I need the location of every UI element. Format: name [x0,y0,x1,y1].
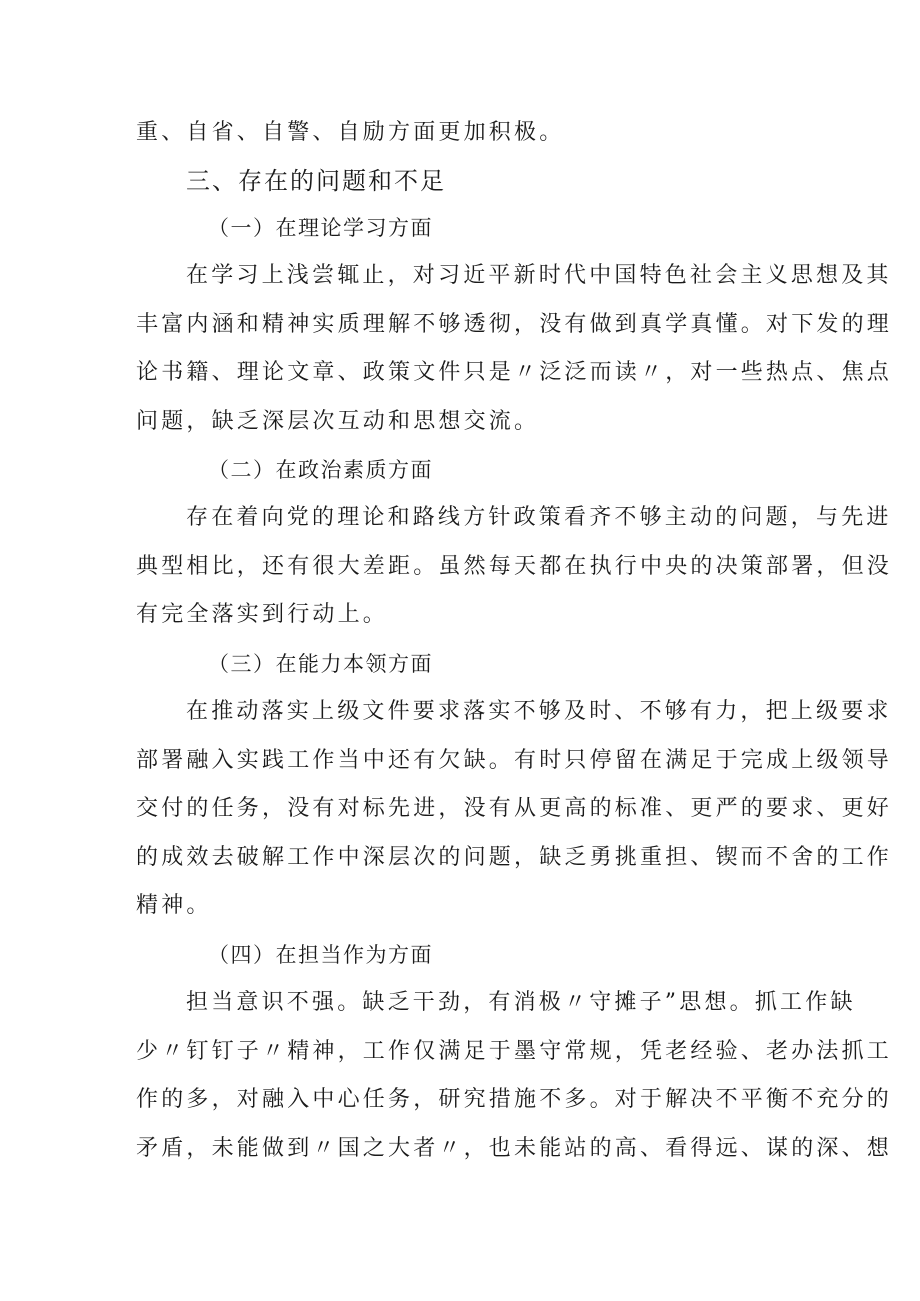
paragraph-line: 担当意识不强。缺乏干劲，有消极〃守摊子”思想。抓工作缺 [186,990,856,1015]
paragraph-line: 的成效去破解工作中深层次的问题，缺乏勇挑重担、锲而不舍的工作 [136,845,893,870]
paragraph-line: 丰富内涵和精神实质理解不够透彻，没有做到真学真懂。对下发的理 [136,312,893,337]
subsection-heading-1: （一）在理论学习方面 [208,216,433,240]
subsection-heading-3: （三）在能力本领方面 [208,652,433,676]
paragraph-line: 有完全落实到行动上。 [136,602,389,627]
paragraph-line: 问题，缺乏深层次互动和思想交流。 [136,409,540,434]
subsection-heading-2: （二）在政治素质方面 [208,458,433,482]
paragraph-line: 矛盾，未能做到〃国之大者〃，也未能站的高、看得远、谋的深、想 [136,1136,893,1161]
paragraph-line: 作的多，对融入中心任务，研究措施不多。对于解决不平衡不充分的 [136,1087,893,1112]
paragraph-line: 部署融入实践工作当中还有欠缺。有时只停留在满足于完成上级领导 [136,748,893,773]
paragraph-line: 少〃钉钉子〃精神，工作仅满足于墨守常规，凭老经验、老办法抓工 [136,1039,893,1064]
paragraph-line: 在学习上浅尝辄止，对习近平新时代中国特色社会主义思想及其 [186,263,892,288]
paragraph-line: 典型相比，还有很大差距。虽然每天都在执行中央的决策部署，但没 [136,554,893,579]
section-title: 三、存在的问题和不足 [186,167,446,195]
paragraph-line: 精神。 [136,893,212,918]
continuation-line: 重、自省、自警、自励方面更加积极。 [136,120,565,145]
paragraph-line: 在推动落实上级文件要求落实不够及时、不够有力，把上级要求 [186,699,892,724]
paragraph-line: 论书籍、理论文章、政策文件只是〃泛泛而读〃，对一些热点、焦点 [136,360,893,385]
paragraph-line: 存在着向党的理论和路线方针政策看齐不够主动的问题，与先进 [186,505,892,530]
paragraph-line: 交付的任务，没有对标先进，没有从更高的标准、更严的要求、更好 [136,796,893,821]
subsection-heading-4: （四）在担当作为方面 [208,943,433,967]
